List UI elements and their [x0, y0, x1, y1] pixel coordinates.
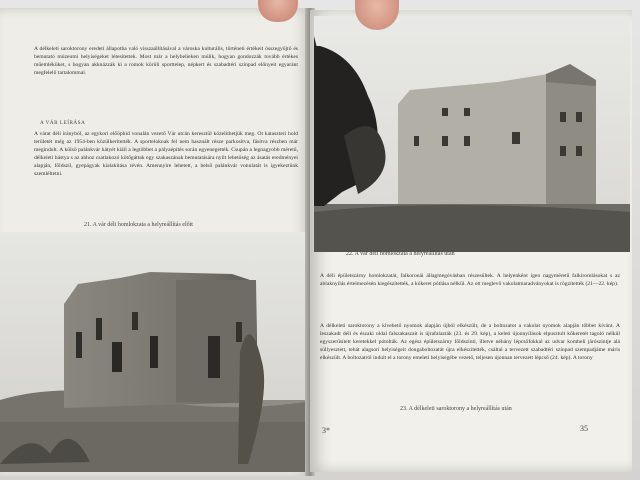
caption-21: 21. A vár déli homlokzata a helyreállítás előtt — [84, 222, 193, 228]
restored-castle-photo — [314, 16, 630, 252]
section-heading: A VÁR LEÍRÁSA — [40, 120, 86, 126]
right-paragraph-2: A délkeleti saroktorony a kivehető nyomok alapján újból elkészült, de a boltozatot a vakolat nyomok alapján tőbbet kívánt. A leszakadt déli és északi oldal falszakaszait is újrafalazták (23. és 29. kép), a keleti újonnyílások elpusztult kőkeretét tagoló nélkül egyszerűsített keretekkel pótolták. Az egész épületszárny földszinti, illetve néhány lépcsőfokkal az udvar kombelí járószintje alá süllyesztett, tehát alagsori helyiségeit dongaboltozatát újra elkészítették, csáltal a tervezett szabadtéri színpad szempadjáme máris elkészült. A boltozatról indult el a torony emeleti helyiségébe vezető, teljesen újonnan tervezett lépcső (24. kép). A torony — [320, 323, 620, 362]
left-paragraph-1: A délkeleti saroktorony eredeti állapotba való visszaállításával a városka kulturális, történeti értékeit összegyűjtő és bemutató múzeumi helyiségeket létesítettek. Most már a helybelieken múlik, hogyan gondozzák tovább értékes műemléküket, s hogyan akknázzák ki a romok körüli sportteleр, népkert és szabadtéri színpad előnyeit egyaránt megfelelő tartalommal. — [34, 46, 298, 77]
ruin-photo — [0, 232, 306, 472]
right-page — [310, 10, 632, 472]
ruin-photo-icon — [0, 232, 306, 472]
caption-22: 22. A vár déli homlokzata a helyreállítás után — [346, 251, 455, 257]
page-number: 35 — [580, 424, 588, 433]
caption-23: 23. A délkeleti saroktorony a helyreállítás után — [400, 406, 512, 412]
left-paragraph-2: A várat déli irányból, az egykori előöphid vonalán vezető Vár utcán keresztül közelíthetjük meg. Ot kataszteri hold területét még az 1954-ben közülkerítették. A sporteloknak fel nem használt része parkosítva, fásítva részben már megindult. A külső palánkvár hátyét kiáll a legtöbbet a pályaépítés során egyenegették. Csupán a legnagyobb méretű, délkeleti bástya s az ahhoz csatlakozó kötőgáttak egy szakaszának bemutatására nyílt lehetőség az ásatás eredményei alapján, földszil, gyepágyak kialakítása révén. Amennyire lehetett, a belső palánkvár vonulatát is igyekeztünk szemléltetni. — [34, 131, 298, 178]
right-paragraph-1: A déli épületszárny homlokzatát, falkoronái állagmegóvásban részesültek. A helyenként igen nagyméretű falkiromlásokat s az ablaknyílás értelmezésén kiegészítették, a kőkeret pótlása nélkül. Az ott meglevő vakolatmaradványokat is rögzítették (21—22. kép). — [320, 273, 620, 288]
left-page — [0, 8, 312, 476]
castle-photo-icon — [314, 16, 630, 252]
signature-mark: 3* — [322, 426, 330, 435]
